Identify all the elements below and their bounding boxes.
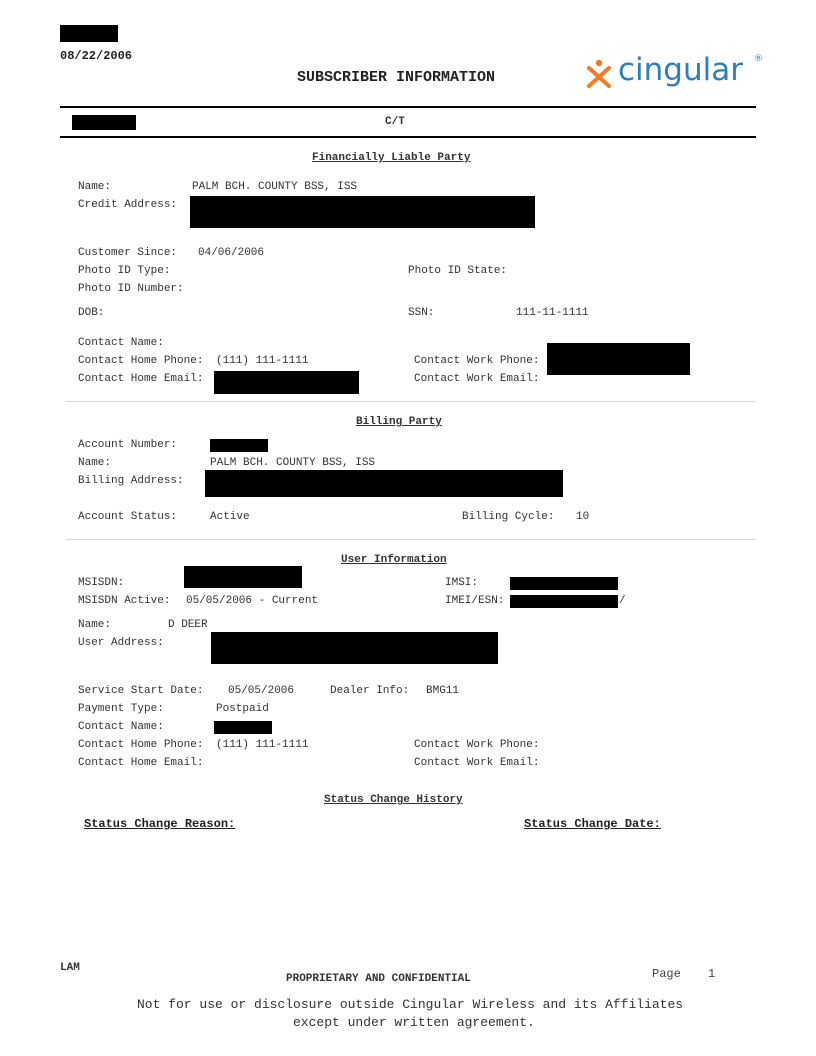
ui-contact-home-email-label: Contact Home Email: xyxy=(78,757,204,769)
section-heading-user-information: User Information xyxy=(341,554,447,566)
report-date: 08/22/2006 xyxy=(60,49,133,63)
footer-page-label: Page xyxy=(652,967,681,981)
ui-payment-type-label: Payment Type: xyxy=(78,703,164,715)
ui-dealer-info-value: BMG11 xyxy=(426,685,460,697)
ui-msisdn-active-value: 05/05/2006 - Current xyxy=(186,595,319,607)
redaction-header-id xyxy=(60,25,118,42)
flp-photo-id-state-label: Photo ID State: xyxy=(408,265,508,277)
section-heading-billing-party: Billing Party xyxy=(356,416,442,428)
ui-contact-home-phone-label: Contact Home Phone: xyxy=(78,739,204,751)
status-change-date-header: Status Change Date: xyxy=(524,817,661,831)
bp-billing-cycle-value: 10 xyxy=(576,511,590,523)
bp-name-label: Name: xyxy=(78,457,112,469)
redaction-account-number xyxy=(210,439,268,452)
flp-name-label: Name: xyxy=(78,181,112,193)
ct-label: C/T xyxy=(385,116,405,128)
redaction-contact-home-email xyxy=(214,371,359,394)
flp-name-value: PALM BCH. COUNTY BSS, ISS xyxy=(192,181,358,193)
section-divider-2 xyxy=(66,539,756,540)
bp-account-status-value: Active xyxy=(210,511,250,523)
footer-initials: LAM xyxy=(60,962,80,974)
redaction-billing-address xyxy=(205,470,563,497)
flp-contact-home-email-label: Contact Home Email: xyxy=(78,373,204,385)
redaction-account-id xyxy=(72,115,136,130)
page-title: SUBSCRIBER INFORMATION xyxy=(297,69,496,86)
flp-photo-id-type-label: Photo ID Type: xyxy=(78,265,171,277)
ui-imsi-label: IMSI: xyxy=(445,577,479,589)
ui-service-start-value: 05/05/2006 xyxy=(228,685,295,697)
redaction-contact-work-phone xyxy=(547,343,690,375)
flp-ssn-label: SSN: xyxy=(408,307,435,319)
cingular-logo xyxy=(584,50,770,96)
flp-customer-since-label: Customer Since: xyxy=(78,247,178,259)
flp-ssn-value: 111-11-1111 xyxy=(516,307,589,319)
ui-dealer-info-label: Dealer Info: xyxy=(330,685,410,697)
header-rule-bottom xyxy=(60,136,756,138)
header-rule-top xyxy=(60,106,756,108)
ui-contact-work-email-label: Contact Work Email: xyxy=(414,757,540,769)
section-heading-financially-liable-party: Financially Liable Party xyxy=(312,152,471,164)
flp-contact-work-email-label: Contact Work Email: xyxy=(414,373,540,385)
ui-name-label: Name: xyxy=(78,619,112,631)
bp-account-status-label: Account Status: xyxy=(78,511,178,523)
redaction-imsi xyxy=(510,577,618,590)
registered-mark: ® xyxy=(754,54,763,64)
flp-credit-address-label: Credit Address: xyxy=(78,199,178,211)
redaction-imei xyxy=(510,595,618,608)
footer-disclaimer-line-2: except under written agreement. xyxy=(293,1015,535,1030)
section-heading-status-change-history: Status Change History xyxy=(324,794,463,806)
ui-contact-work-phone-label: Contact Work Phone: xyxy=(414,739,540,751)
redaction-user-contact-name xyxy=(214,721,272,734)
flp-contact-name-label: Contact Name: xyxy=(78,337,164,349)
ui-imei-suffix: / xyxy=(619,595,626,607)
footer-confidential: PROPRIETARY AND CONFIDENTIAL xyxy=(286,973,471,985)
status-change-reason-header: Status Change Reason: xyxy=(84,817,236,831)
section-divider-1 xyxy=(66,401,756,402)
ui-payment-type-value: Postpaid xyxy=(216,703,269,715)
cingular-mark-icon xyxy=(584,54,614,94)
flp-dob-label: DOB: xyxy=(78,307,105,319)
flp-contact-work-phone-label: Contact Work Phone: xyxy=(414,355,540,367)
ui-msisdn-label: MSISDN: xyxy=(78,577,125,589)
ui-name-value: D DEER xyxy=(168,619,208,631)
redaction-credit-address xyxy=(190,196,535,228)
flp-contact-home-phone-label: Contact Home Phone: xyxy=(78,355,204,367)
bp-billing-address-label: Billing Address: xyxy=(78,475,184,487)
ui-imei-label: IMEI/ESN: xyxy=(445,595,505,607)
footer-disclaimer-line-1: Not for use or disclosure outside Cingular Wireless and its Affiliates xyxy=(137,997,684,1012)
redaction-user-address xyxy=(211,632,498,664)
ui-service-start-label: Service Start Date: xyxy=(78,685,204,697)
flp-contact-home-phone-value: (111) 111-1111 xyxy=(216,355,309,367)
bp-account-number-label: Account Number: xyxy=(78,439,178,451)
ui-contact-home-phone-value: (111) 111-1111 xyxy=(216,739,309,751)
ui-contact-name-label: Contact Name: xyxy=(78,721,164,733)
bp-name-value: PALM BCH. COUNTY BSS, ISS xyxy=(210,457,376,469)
flp-customer-since-value: 04/06/2006 xyxy=(198,247,265,259)
cingular-logo-text: cingular xyxy=(618,52,743,88)
redaction-msisdn xyxy=(184,566,302,588)
flp-photo-id-number-label: Photo ID Number: xyxy=(78,283,184,295)
ui-msisdn-active-label: MSISDN Active: xyxy=(78,595,171,607)
footer-page-number: 1 xyxy=(708,967,716,981)
bp-billing-cycle-label: Billing Cycle: xyxy=(462,511,555,523)
ui-user-address-label: User Address: xyxy=(78,637,164,649)
